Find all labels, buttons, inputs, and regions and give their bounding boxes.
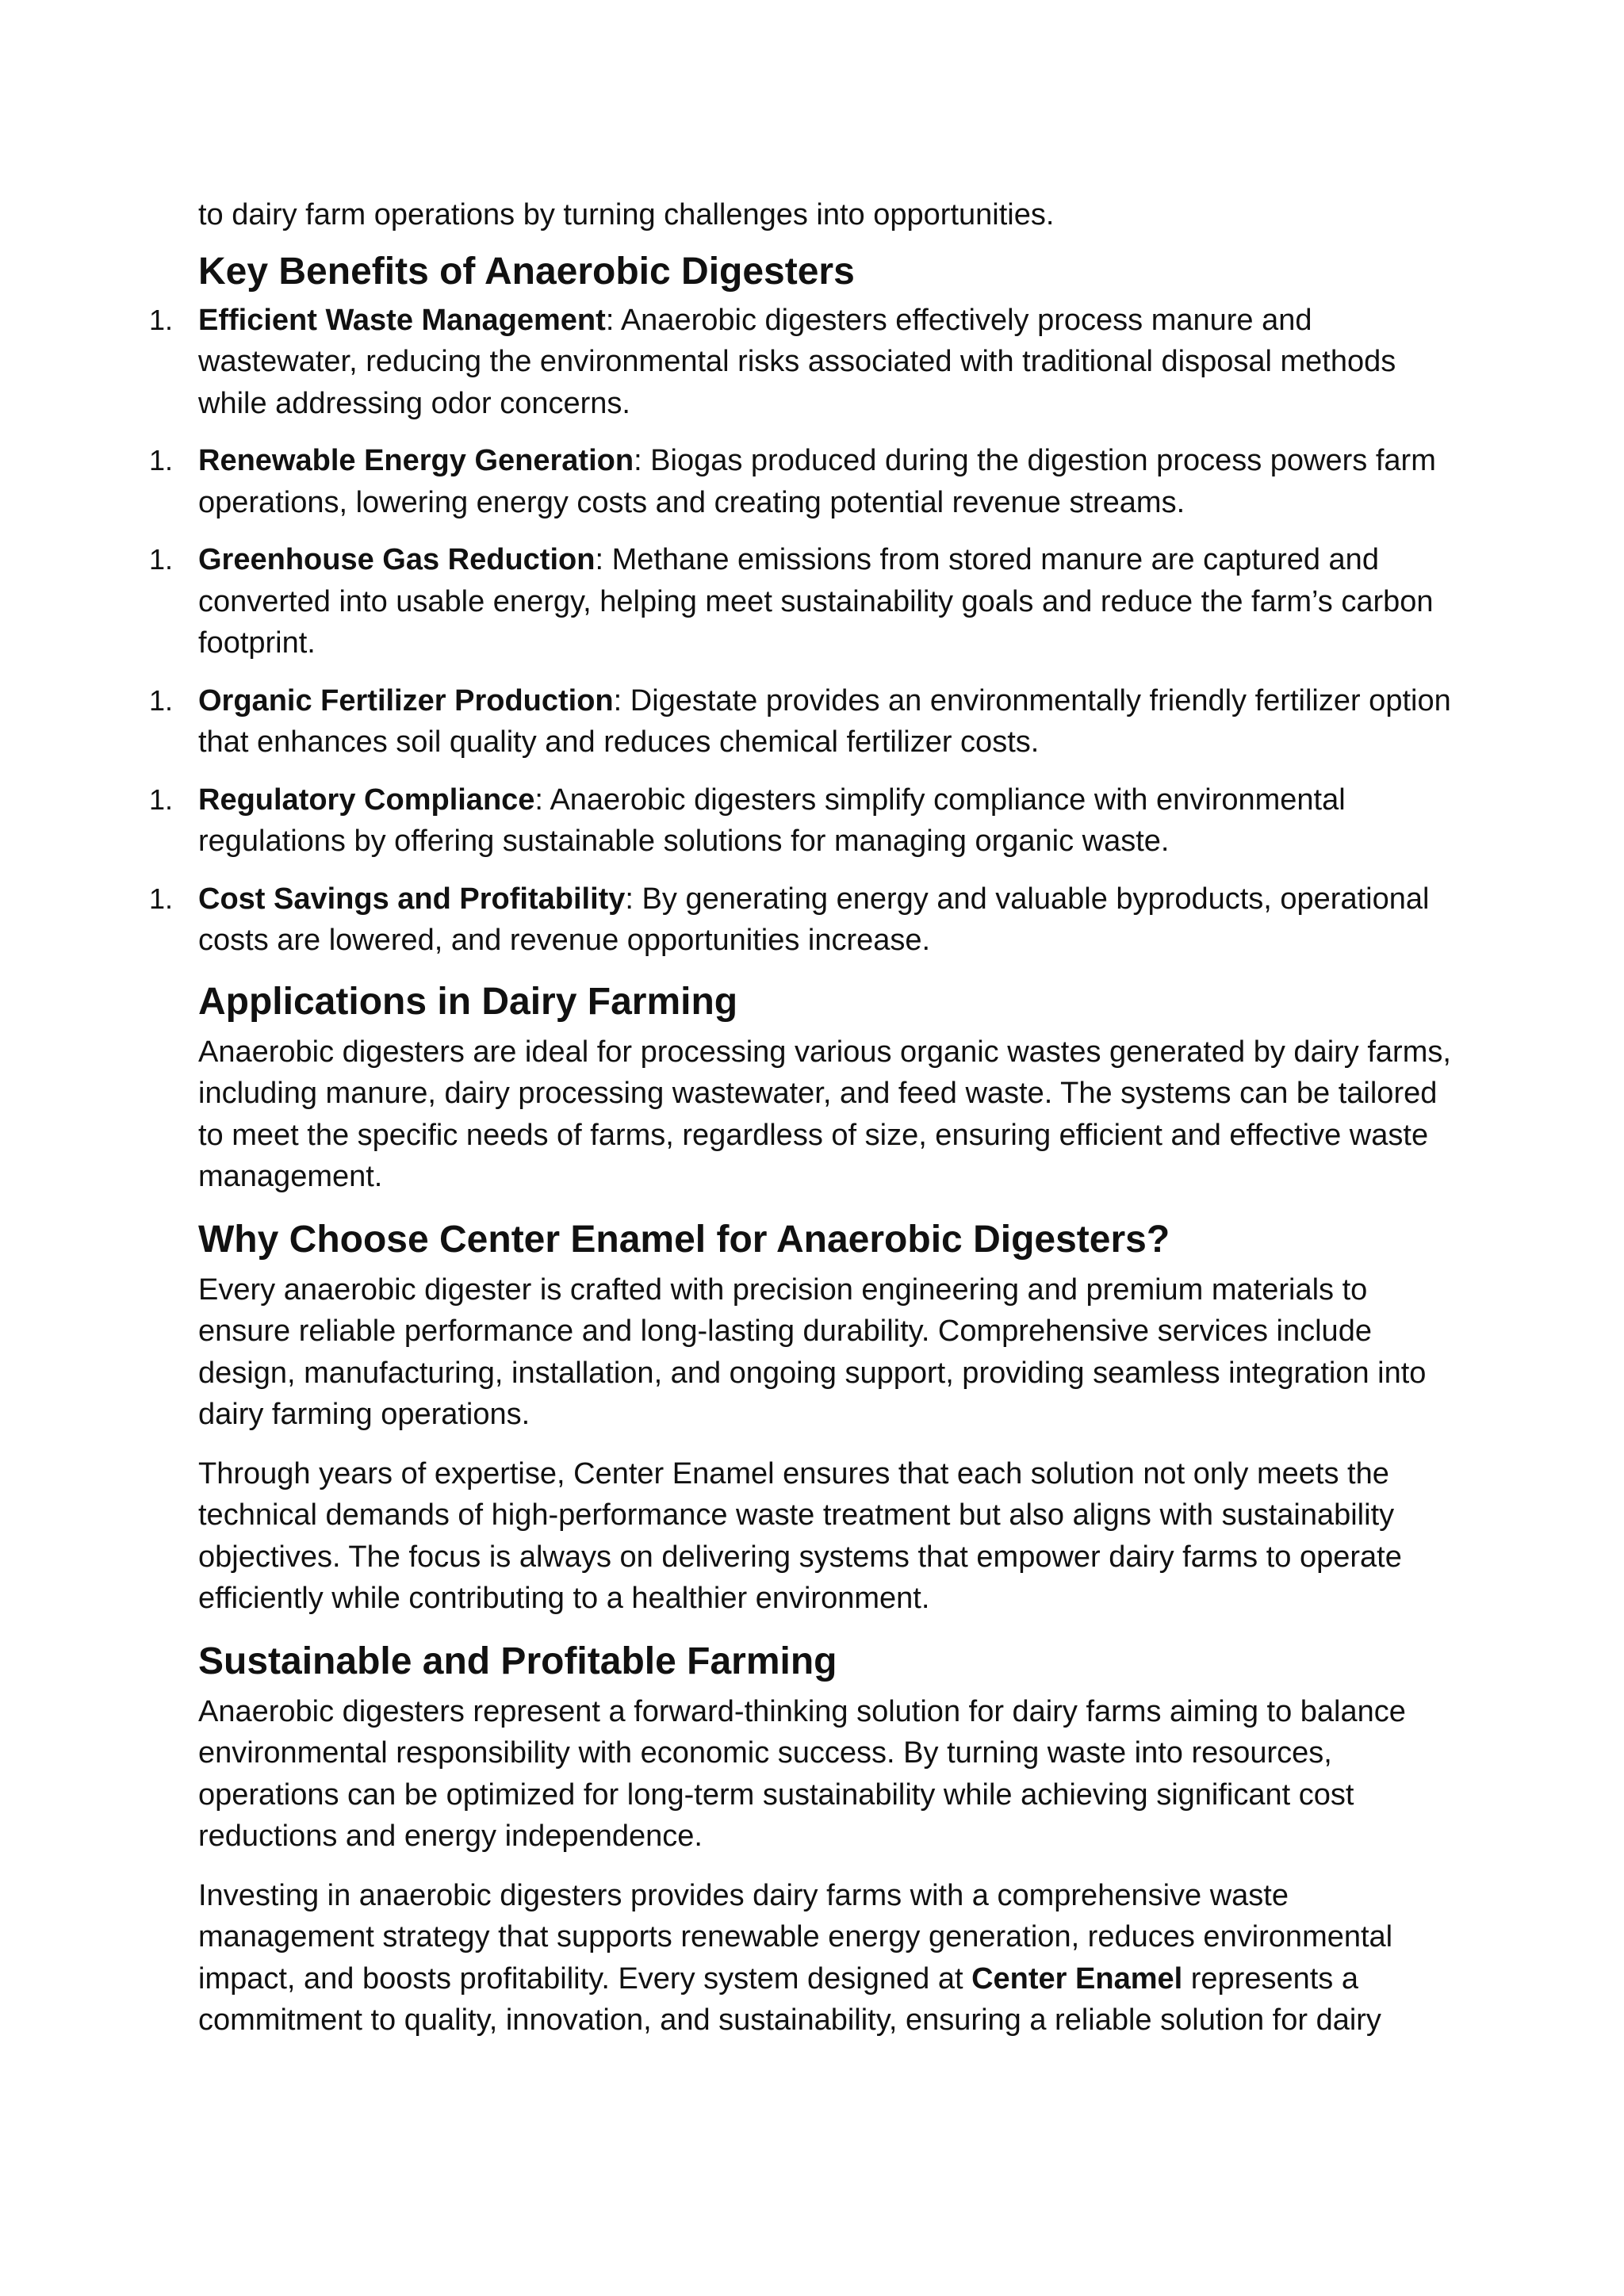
list-item-title: Efficient Waste Management	[198, 303, 606, 337]
list-item-text: : Biogas produced during the digestion process powers farm operations, lowering energy costs and creating potential revenue streams.	[198, 444, 1436, 519]
list-item-title: Renewable Energy Generation	[198, 444, 634, 477]
list-item-title: Greenhouse Gas Reduction	[198, 543, 596, 576]
list-item-number: 1.	[149, 882, 174, 915]
list-item-text: : Methane emissions from stored manure are captured and converted into usable energy, helping meet sustainability goals and reduce the farm’s carbon footprint.	[198, 543, 1434, 660]
sustainable-paragraph-2-end: represents a commitment to quality, innovation, and sustainability, ensuring a reliable solution for dairy	[198, 1961, 1381, 2037]
list-item	[149, 680, 1451, 763]
list-item-number: 1.	[149, 783, 174, 816]
list-item	[149, 539, 1451, 664]
sustainable-heading: Sustainable and Profitable Farming	[198, 1640, 837, 1682]
list-item-number: 1.	[149, 543, 174, 576]
document-page	[149, 194, 1451, 2059]
why-choose-heading: Why Choose Center Enamel for Anaerobic Digesters?	[198, 1218, 1170, 1261]
list-item	[149, 300, 1451, 425]
list-item-title: Cost Savings and Profitability	[198, 882, 626, 916]
list-item	[149, 779, 1451, 863]
why-choose-paragraph-1: Every anaerobic digester is crafted with precision engineering and premium materials to ensure reliable performance and long-lasting durability. Comprehensive services include design, manufacturing, installation, and ongoing support, providing seamless integration into dairy farming operations.	[198, 1272, 1427, 1431]
list-item-title: Regulatory Compliance	[198, 783, 535, 817]
benefits-heading: Key Benefits of Anaerobic Digesters	[198, 250, 855, 293]
list-item	[149, 440, 1451, 523]
list-item-number: 1.	[149, 683, 174, 717]
list-item-text: : Digestate provides an environmentally friendly fertilizer option that enhances soil quality and reduces chemical fertilizer costs.	[198, 683, 1451, 759]
list-item-text: : Anaerobic digesters effectively process manure and wastewater, reducing the environmental risks associated with traditional disposal methods while addressing odor concerns.	[198, 303, 1396, 420]
benefits-list	[149, 300, 1451, 962]
why-choose-paragraph-2: Through years of expertise, Center Enamel ensures that each solution not only meets the technical demands of high-performance waste treatment but also aligns with sustainability objectives. The focus is always on delivering systems that empower dairy farms to operate efficiently while contributing to a healthier environment.	[198, 1456, 1402, 1615]
list-item-text: : Anaerobic digesters simplify compliance with environmental regulations by offering sustainable solutions for managing organic waste.	[198, 783, 1346, 858]
sustainable-paragraph-2-start: Investing in anaerobic digesters provides dairy farms with a comprehensive waste management strategy that supports renewable energy generation, reduces environmental impact, and boosts profitability. Every system designed at	[198, 1878, 1393, 1996]
intro-paragraph-tail: to dairy farm operations by turning challenges into opportunities.	[198, 198, 1055, 232]
list-item-number: 1.	[149, 303, 174, 336]
list-item-number: 1.	[149, 444, 174, 476]
list-item	[149, 878, 1451, 962]
applications-paragraph: Anaerobic digesters are ideal for processing various organic wastes generated by dairy farms, including manure, dairy processing wastewater, and feed waste. The systems can be tailored to meet the specific needs of farms, regardless of size, ensuring efficient and effective waste management.	[198, 1035, 1451, 1193]
applications-heading: Applications in Dairy Farming	[198, 980, 738, 1023]
company-name-bold: Center Enamel	[971, 1961, 1183, 1996]
list-item-title: Organic Fertilizer Production	[198, 683, 614, 718]
sustainable-paragraph-2	[198, 1875, 1451, 2042]
sustainable-paragraph-1: Anaerobic digesters represent a forward-thinking solution for dairy farms aiming to balance environmental responsibility with economic success. By turning waste into resources, operations can be optimized for long-term sustainability while achieving significant cost reductions and energy independence.	[198, 1694, 1406, 1853]
list-item-text: : By generating energy and valuable byproducts, operational costs are lowered, and revenue opportunities increase.	[198, 882, 1430, 957]
